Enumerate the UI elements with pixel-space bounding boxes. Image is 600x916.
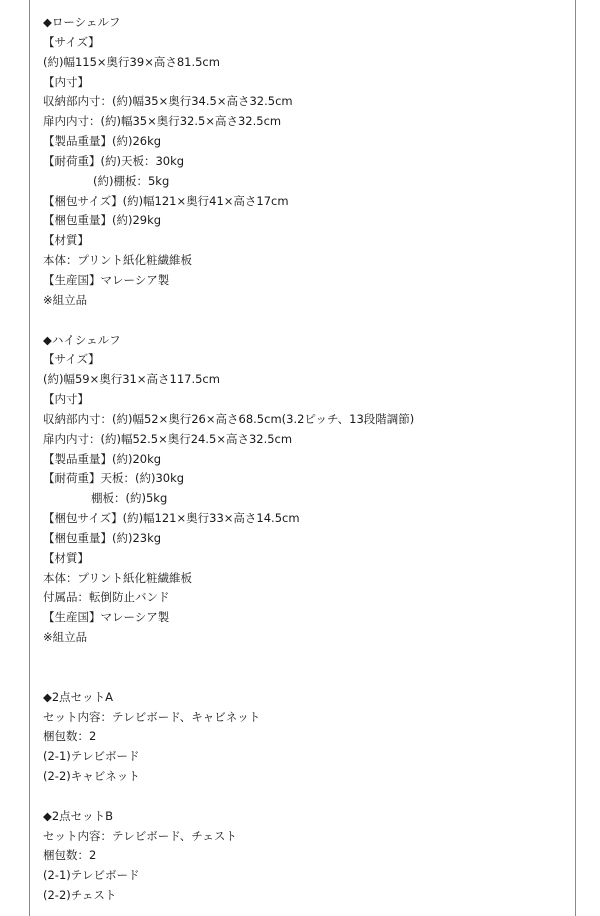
spec-line: 梱包数：2 — [43, 729, 97, 744]
spec-line: 【材質】 — [43, 550, 89, 565]
section-title: ◆ハイシェルフ — [43, 332, 121, 347]
spec-line: (2-1)テレビボード — [43, 868, 140, 883]
left-border-line — [29, 0, 30, 916]
section-set-a — [43, 688, 563, 787]
spec-line: ※組立品 — [43, 630, 88, 645]
spec-document — [43, 13, 563, 906]
spec-line: 【梱包重量】(約)23kg — [43, 530, 162, 545]
spec-line: 棚板：(約)5kg — [91, 491, 168, 506]
spec-line: 本体：プリント紙化粧繊維板 — [43, 570, 193, 585]
spec-line: 扉内内寸：(約)幅35×奥行32.5×高さ32.5cm — [43, 114, 282, 129]
section-title: ◆2点セットB — [43, 808, 114, 823]
spec-line: 【サイズ】 — [43, 352, 100, 367]
spec-line: 梱包数：2 — [43, 848, 97, 863]
spec-line: 【製品重量】(約)26kg — [43, 134, 162, 149]
spec-line: セット内容：テレビボード、キャビネット — [43, 709, 261, 724]
spec-line: (約)幅59×奥行31×高さ117.5cm — [43, 372, 220, 387]
spec-line: (約)幅115×奥行39×高さ81.5cm — [43, 54, 220, 69]
spec-line: 【生産国】マレーシア製 — [43, 272, 170, 287]
section-gap — [43, 648, 563, 668]
spec-line: 付属品：転倒防止バンド — [43, 590, 170, 605]
spec-line: (2-2)キャビネット — [43, 769, 140, 784]
section-title: ◆2点セットA — [43, 689, 114, 704]
spec-line: 収納部内寸：(約)幅35×奥行34.5×高さ32.5cm — [43, 94, 293, 109]
right-border-line — [575, 0, 576, 916]
spec-line: 【生産国】マレーシア製 — [43, 610, 170, 625]
spec-line: 収納部内寸：(約)幅52×奥行26×高さ68.5cm(3.2ピッチ、13段階調節) — [43, 411, 415, 426]
section-title: ◆ローシェルフ — [43, 15, 121, 29]
spec-line: 【梱包サイズ】(約)幅121×奥行41×高さ17cm — [43, 193, 289, 208]
spec-line: 【材質】 — [43, 233, 89, 248]
spec-line: 【内寸】 — [43, 74, 89, 89]
section-low-shelf — [43, 13, 563, 311]
spec-line: (約)棚板：5kg — [93, 173, 170, 188]
spec-line: (2-1)テレビボード — [43, 749, 140, 764]
spec-line: ※組立品 — [43, 292, 88, 307]
section-gap — [43, 311, 563, 331]
spec-line: 【梱包重量】(約)29kg — [43, 213, 162, 228]
section-high-shelf — [43, 331, 563, 649]
spec-line: 【耐荷重】(約)天板：30kg — [43, 153, 185, 168]
section-gap — [43, 668, 563, 688]
spec-line: 【サイズ】 — [43, 34, 100, 49]
spec-line: 本体：プリント紙化粧繊維板 — [43, 253, 193, 268]
spec-line: 【製品重量】(約)20kg — [43, 451, 162, 466]
spec-line: (2-2)チェスト — [43, 888, 117, 903]
spec-line: 扉内内寸：(約)幅52.5×奥行24.5×高さ32.5cm — [43, 431, 293, 446]
spec-line: 【耐荷重】天板：(約)30kg — [43, 471, 185, 486]
spec-line: セット内容：テレビボード、チェスト — [43, 828, 237, 843]
spec-line: 【梱包サイズ】(約)幅121×奥行33×高さ14.5cm — [43, 511, 300, 526]
section-set-b — [43, 807, 563, 906]
section-gap — [43, 787, 563, 807]
spec-line: 【内寸】 — [43, 392, 89, 407]
